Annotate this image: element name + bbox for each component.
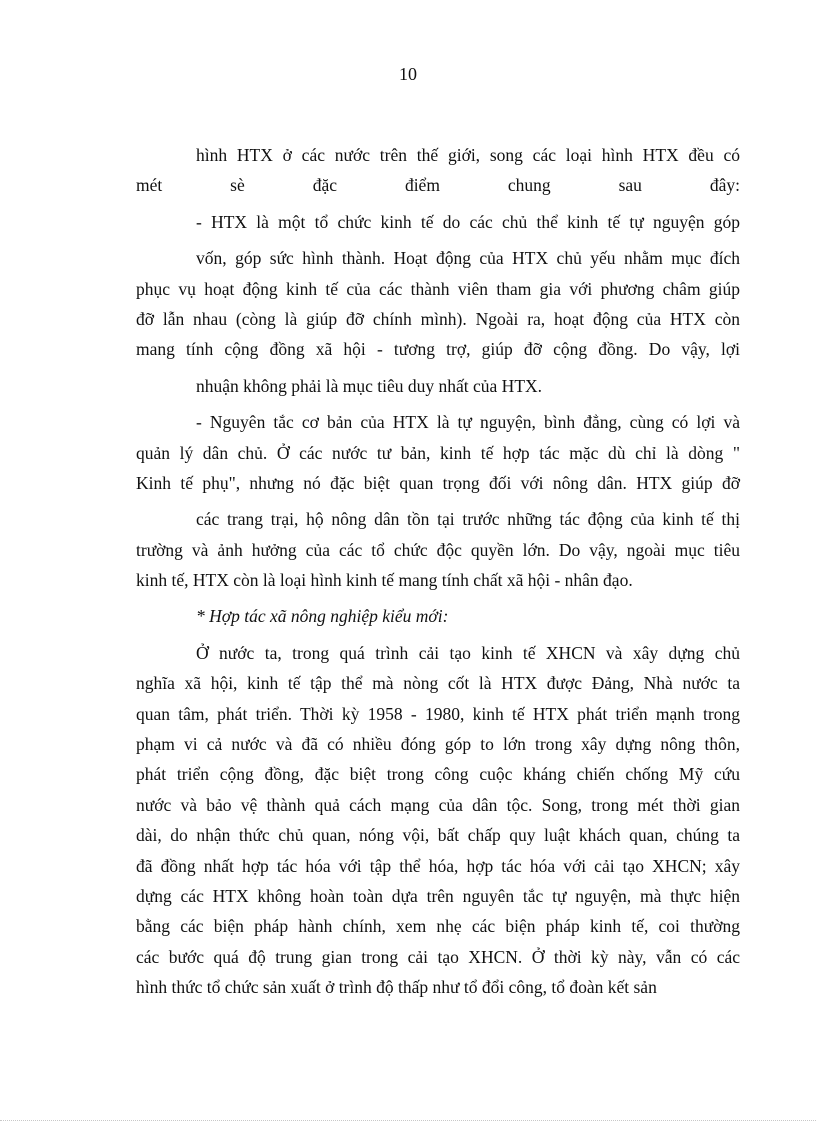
text-line: Ở nước ta, trong quá trình cải tạo kinh tế XHCN và xây dựng chủ xyxy=(196,642,740,663)
text-line: phạm vi cả nước và đã có nhiều đóng góp to lớn trong xây dựng nông thôn, xyxy=(136,734,740,755)
page-number: 10 xyxy=(399,64,417,84)
text-line: nghĩa xã hội, kinh tế tập thể mà nòng cốt là HTX được Đảng, Nhà nước ta xyxy=(136,673,740,694)
text-line: nhuận không phải là mục tiêu duy nhất của HTX. xyxy=(196,375,543,396)
text-line: - Nguyên tắc cơ bản của HTX là tự nguyện, bình đẳng, cùng có lợi và xyxy=(196,412,740,433)
text-line: bằng các biện pháp hành chính, xem nhẹ các biện pháp kinh tế, coi thường xyxy=(136,916,740,937)
text-line: trường và ảnh hưởng của các tổ chức độc quyền lớn. Do vậy, ngoài mục tiêu xyxy=(136,539,740,560)
text-line: - HTX là một tổ chức kinh tế do các chủ thể kinh tế tự nguyện góp xyxy=(196,211,740,232)
text-line: phát triển cộng đồng, đặc biệt trong công cuộc kháng chiến chống Mỹ cứu xyxy=(136,764,740,785)
text-line: dài, do nhận thức chủ quan, nóng vội, bất chấp quy luật khách quan, chúng ta xyxy=(136,825,740,846)
text-line: quan tâm, phát triển. Thời kỳ 1958 - 1980, kinh tế HTX phát triển mạnh trong xyxy=(136,703,740,724)
text-line: đỡ lẫn nhau (còng là giúp đỡ chính mình). Ngoài ra, hoạt động của HTX còn xyxy=(136,308,740,329)
section-heading: * Hợp tác xã nông nghiệp kiểu mới: xyxy=(196,606,449,627)
text-line: kinh tế, HTX còn là loại hình kinh tế mang tính chất xã hội - nhân đạo. xyxy=(136,570,633,591)
text-line: Kinh tế phụ", nhưng nó đặc biệt quan trọng đối với nông dân. HTX giúp đỡ xyxy=(136,472,740,493)
page-bottom-rule xyxy=(0,1120,816,1121)
text-line: quản lý dân chủ. Ở các nước tư bản, kinh tế hợp tác mặc dù chỉ là dòng " xyxy=(136,442,740,463)
body-text xyxy=(136,140,740,1003)
text-line: mét sè đặc điểm chung sau đây: xyxy=(136,175,740,196)
paragraph-block-cooperative-characteristics xyxy=(136,140,740,595)
text-line: các bước quá độ trung gian trong cải tạo XHCN. Ở thời kỳ này, vẫn có các xyxy=(136,946,740,967)
text-line: phục vụ hoạt động kinh tế của các thành viên tham gia với phương châm giúp xyxy=(136,278,740,299)
text-line: mang tính cộng đồng xã hội - tương trợ, giúp đỡ cộng đồng. Do vậy, lợi xyxy=(136,339,740,360)
text-line: dựng các HTX không hoàn toàn dựa trên nguyên tắc tự nguyện, mà thực hiện xyxy=(136,885,740,906)
text-line: các trang trại, hộ nông dân tồn tại trước những tác động của kinh tế thị xyxy=(196,509,740,530)
paragraph-block-vietnam-history xyxy=(136,638,740,1003)
text-line: nước và bảo vệ thành quả cách mạng của dân tộc. Song, trong mét thời gian xyxy=(136,794,740,815)
text-line: đã đồng nhất hợp tác hóa với tập thể hóa, hợp tác hóa với cải tạo XHCN; xây xyxy=(136,855,740,876)
text-line: hình thức tổ chức sản xuất ở trình độ thấp như tổ đổi công, tổ đoàn kết sản xyxy=(136,977,657,998)
text-line: vốn, góp sức hình thành. Hoạt động của HTX chủ yếu nhằm mục đích xyxy=(196,248,740,269)
text-line: hình HTX ở các nước trên thế giới, song các loại hình HTX đều có xyxy=(196,145,740,165)
